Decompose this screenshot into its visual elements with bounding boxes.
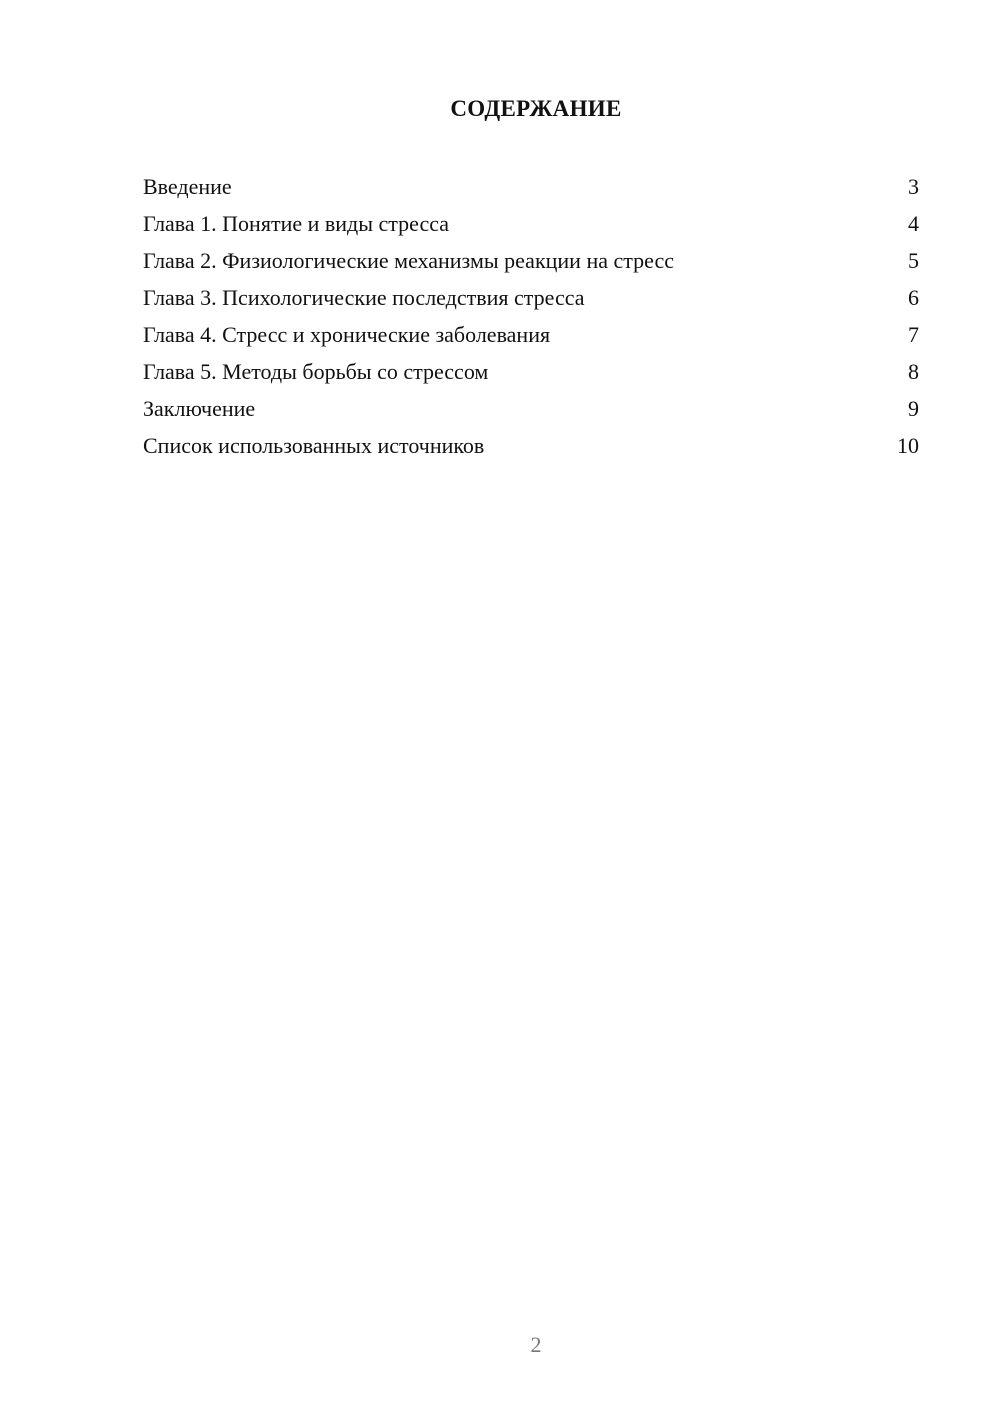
toc-entry-references <box>143 427 919 464</box>
toc-entry-title: Глава 2. Физиологические механизмы реакции на стресс <box>143 248 674 273</box>
table-of-contents <box>143 168 919 464</box>
toc-entry-chapter-4 <box>143 316 919 353</box>
toc-entry-page: 6 <box>908 285 919 310</box>
toc-entry-page: 9 <box>908 396 919 421</box>
toc-entry-title: Введение <box>143 174 232 199</box>
toc-entry-conclusion <box>143 390 919 427</box>
page-number: 2 <box>530 1332 542 1357</box>
toc-entry-page: 4 <box>908 211 919 236</box>
toc-entry-chapter-2 <box>143 242 919 279</box>
toc-entry-title: Глава 1. Понятие и виды стресса <box>143 211 450 236</box>
toc-entry-page: 8 <box>908 359 919 384</box>
toc-entry-page: 5 <box>908 248 919 273</box>
toc-entry-page: 10 <box>897 433 919 458</box>
toc-entry-page: 3 <box>908 174 919 199</box>
toc-entry-title: Глава 4. Стресс и хронические заболевания <box>143 322 551 347</box>
toc-entry-title: Список использованных источников <box>143 433 485 458</box>
toc-entry-chapter-1 <box>143 205 919 242</box>
toc-entry-title: Глава 5. Методы борьбы со стрессом <box>143 359 489 384</box>
toc-entry-chapter-5 <box>143 353 919 390</box>
toc-entry-introduction <box>143 168 919 205</box>
toc-entry-page: 7 <box>908 322 919 347</box>
toc-heading: СОДЕРЖАНИЕ <box>450 96 622 121</box>
toc-entry-title: Заключение <box>143 396 256 421</box>
toc-entry-chapter-3 <box>143 279 919 316</box>
toc-entry-title: Глава 3. Психологические последствия стресса <box>143 285 585 310</box>
